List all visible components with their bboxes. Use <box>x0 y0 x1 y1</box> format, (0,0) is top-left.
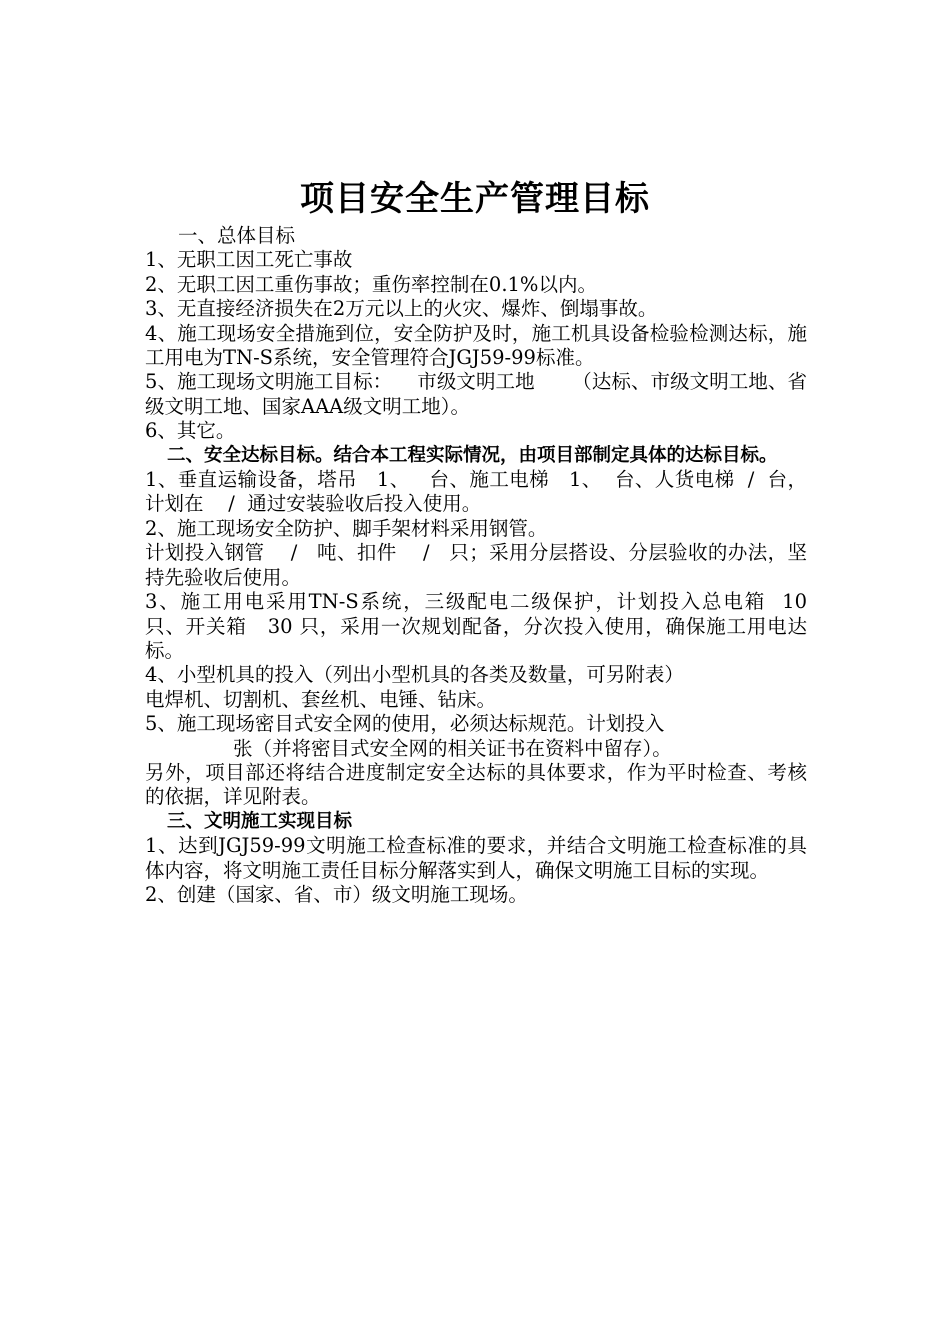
paragraph-item: 1、垂直运输设备，塔吊 1、 台、施工电梯 1、 台、人货电梯 / 台，计划在 / 通过安装验收后投入使用。 <box>145 468 807 516</box>
section-heading-safety: 二、安全达标目标。结合本工程实际情况，由项目部制定具体的达标目标。 <box>167 444 778 466</box>
paragraph-item: 1、无职工因工死亡事故 <box>145 248 353 272</box>
paragraph-item: 2、施工现场安全防护、脚手架材料采用钢管。 <box>145 516 548 540</box>
paragraph-item: 5、施工现场密目式安全网的使用，必须达标规范。计划投入 <box>145 712 665 736</box>
paragraph-item: 另外，项目部还将结合进度制定安全达标的具体要求，作为平时检查、考核的依据，详见附表。 <box>145 760 807 809</box>
section-heading-overall: 一、总体目标 <box>178 224 296 247</box>
document-body <box>145 224 826 907</box>
paragraph-item: 计划投入钢管 / 吨、扣件 / 只；采用分层搭设、分层验收的办法，坚持先验收后使用。 <box>145 541 807 589</box>
paragraph-item: 1、达到JGJ59-99文明施工检查标准的要求，并结合文明施工检查标准的具体内容，将文明施工责任目标分解落实到人，确保文明施工目标的实现。 <box>145 834 807 882</box>
paragraph-item: 5、施工现场文明施工目标： 市级文明工地 （达标、市级文明工地、省级文明工地、国家AAA级文明工地）。 <box>145 370 807 418</box>
document-title: 项目安全生产管理目标 <box>300 179 650 219</box>
section-heading-civilized: 三、文明施工实现目标 <box>167 810 353 832</box>
paragraph-item: 4、小型机具的投入（列出小型机具的各类及数量，可另附表） <box>145 663 684 687</box>
paragraph-item: 张（并将密目式安全网的相关证书在资料中留存）。 <box>233 736 672 760</box>
paragraph-item: 6、其它。 <box>145 419 236 443</box>
paragraph-item: 2、无职工因工重伤事故；重伤率控制在0.1%以内。 <box>145 272 597 296</box>
paragraph-item: 3、无直接经济损失在2万元以上的火灾、爆炸、倒塌事故。 <box>145 297 658 321</box>
paragraph-item: 电焊机、切割机、套丝机、电锤、钻床。 <box>145 687 497 711</box>
paragraph-item: 3、施工用电采用TN-S系统，三级配电二级保护，计划投入总电箱 10 只、开关箱 30 只，采用一次规划配备，分次投入使用，确保施工用电达标。 <box>145 590 826 662</box>
paragraph-item: 2、创建（国家、省、市）级文明施工现场。 <box>145 882 528 906</box>
paragraph-item: 4、施工现场安全措施到位，安全防护及时，施工机具设备检验检测达标，施工用电为TN-S系统，安全管理符合JGJ59-99标准。 <box>145 321 807 370</box>
